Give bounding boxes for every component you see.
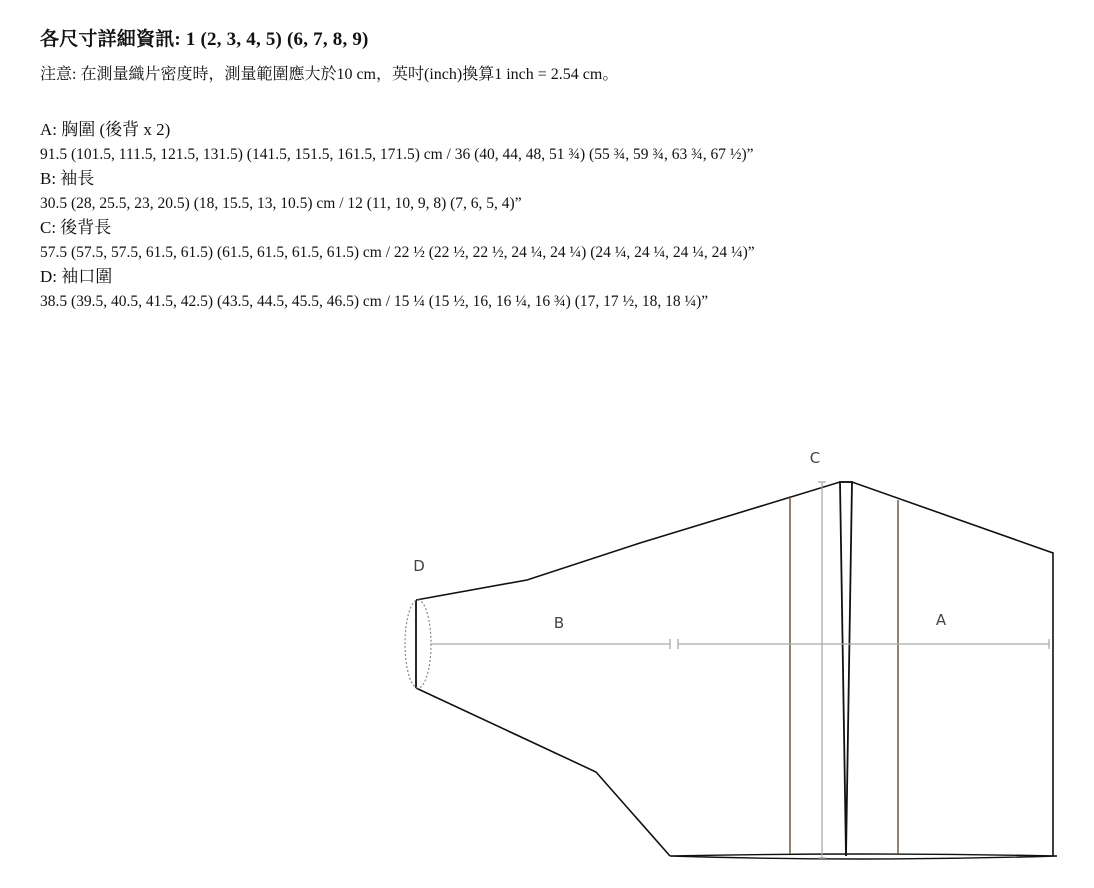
- spec-value-b: 30.5 (28, 25.5, 23, 20.5) (18, 15.5, 13, 10.5) cm / 12 (11, 10, 9, 8) (7, 6, 5, 4)”: [40, 194, 522, 212]
- garment-outline: [416, 482, 1053, 856]
- label-c: C: [809, 449, 821, 467]
- cuff-circumference: [405, 600, 431, 688]
- spec-value-d: 38.5 (39.5, 40.5, 41.5, 42.5) (43.5, 44.5, 45.5, 46.5) cm / 15 ¼ (15 ½, 16, 16 ¼, 16 ¾) (17, 17 ½, 18, 18 ¼)”: [40, 292, 709, 310]
- spec-label-c: C: 後背長: [40, 218, 112, 237]
- spec-value-a: 91.5 (101.5, 111.5, 121.5, 131.5) (141.5, 151.5, 161.5, 171.5) cm / 36 (40, 44, 48, 51 ¾) (55 ¾, 59 ¾, 63 ¾, 67 ½)”: [40, 145, 754, 163]
- label-d: D: [413, 557, 425, 575]
- label-a: A: [935, 611, 947, 629]
- spec-item-a: [40, 118, 1060, 167]
- label-b: B: [553, 614, 565, 632]
- spec-label-d: D: 袖口圍: [40, 267, 113, 286]
- spec-label-b: B: 袖長: [40, 169, 95, 188]
- spec-label-a: A: 胸圍 (後背 x 2): [40, 120, 171, 139]
- spec-item-b: [40, 167, 1060, 216]
- spec-item-d: [40, 265, 1060, 314]
- size-spec-list: [40, 118, 1060, 314]
- spec-item-c: [40, 216, 1060, 265]
- spec-value-c: 57.5 (57.5, 57.5, 61.5, 61.5) (61.5, 61.5, 61.5, 61.5) cm / 22 ½ (22 ½, 22 ½, 24 ¼, 24 ¼) (24 ¼, 24 ¼, 24 ¼, 24 ¼)”: [40, 243, 755, 261]
- measurement-note: 注意: 在測量織片密度時，測量範圍應大於10 cm，英吋(inch)換算1 inch = 2.54 cm。: [40, 66, 619, 83]
- garment-hem: [670, 854, 1057, 859]
- garment-schematic: [395, 440, 1065, 880]
- garment-outline-lower: [416, 688, 670, 856]
- page-title: 各尺寸詳細資訊: 1 (2, 3, 4, 5) (6, 7, 8, 9): [40, 29, 369, 50]
- center-back-wedge: [840, 482, 852, 856]
